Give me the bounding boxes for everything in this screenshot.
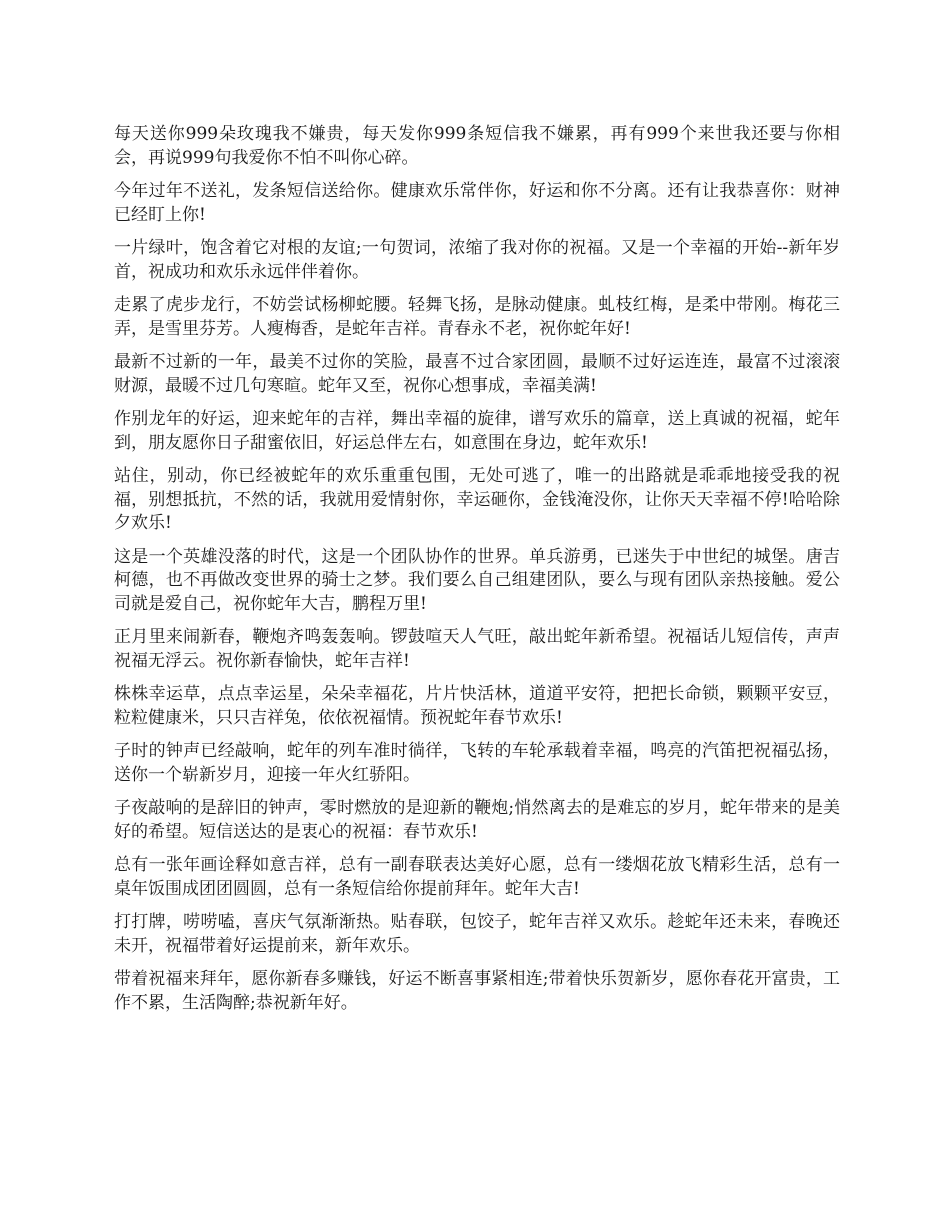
paragraph-2: 今年过年不送礼，发条短信送给你。健康欢乐常伴你，好运和你不分离。还有让我恭喜你：财神已经盯上你!: [114, 181, 840, 225]
paragraph-9: 正月里来闹新春，鞭炮齐鸣轰轰响。锣鼓喧天人气旺，敲出蛇年新希望。祝福话儿短信传，声声祝福无浮云。祝你新春愉快，蛇年吉祥!: [114, 627, 840, 671]
paragraph-1: 每天送你999朵玫瑰我不嫌贵，每天发你999条短信我不嫌累，再有999个来世我还要与你相会，再说999句我爱你不怕不叫你心碎。: [114, 124, 840, 168]
paragraph-15: 带着祝福来拜年，愿你新春多赚钱，好运不断喜事紧相连;带着快乐贺新岁，愿你春花开富贵，工作不累，生活陶醉;恭祝新年好。: [114, 969, 840, 1013]
paragraph-12: 子夜敲响的是辞旧的钟声，零时燃放的是迎新的鞭炮;悄然离去的是难忘的岁月，蛇年带来的是美好的希望。短信送达的是衷心的祝福：春节欢乐!: [114, 798, 840, 842]
paragraph-7: 站住，别动，你已经被蛇年的欢乐重重包围，无处可逃了，唯一的出路就是乖乖地接受我的祝福，别想抵抗，不然的话，我就用爱情射你，幸运砸你，金钱淹没你，让你天天幸福不停!哈哈除夕欢乐!: [114, 466, 840, 533]
paragraph-4: 走累了虎步龙行，不妨尝试杨柳蛇腰。轻舞飞扬，是脉动健康。虬枝红梅，是柔中带刚。梅花三弄，是雪里芬芳。人瘦梅香，是蛇年吉祥。青春永不老，祝你蛇年好!: [114, 295, 840, 339]
paragraph-3: 一片绿叶，饱含着它对根的友谊;一句贺词，浓缩了我对你的祝福。又是一个幸福的开始--新年岁首，祝成功和欢乐永远伴伴着你。: [114, 238, 840, 282]
paragraph-14: 打打牌，唠唠嗑，喜庆气氛渐渐热。贴春联，包饺子，蛇年吉祥又欢乐。趁蛇年还未来，春晚还未开，祝福带着好运提前来，新年欢乐。: [114, 912, 840, 956]
paragraph-11: 子时的钟声已经敲响，蛇年的列车准时徜徉，飞转的车轮承载着幸福，鸣亮的汽笛把祝福弘扬，送你一个崭新岁月，迎接一年火红骄阳。: [114, 741, 840, 785]
document-body: [114, 123, 840, 1025]
paragraph-5: 最新不过新的一年，最美不过你的笑脸，最喜不过合家团圆，最顺不过好运连连，最富不过滚滚财源，最暖不过几句寒暄。蛇年又至，祝你心想事成，幸福美满!: [114, 352, 840, 396]
paragraph-13: 总有一张年画诠释如意吉祥，总有一副春联表达美好心愿，总有一缕烟花放飞精彩生活，总有一桌年饭围成团团圆圆，总有一条短信给你提前拜年。蛇年大吉!: [114, 855, 840, 899]
paragraph-8: 这是一个英雄没落的时代，这是一个团队协作的世界。单兵游勇，已迷失于中世纪的城堡。唐吉柯德，也不再做改变世界的骑士之梦。我们要么自己组建团队，要么与现有团队亲热接触。爱公司就是爱自己，祝你蛇年大吉，鹏程万里!: [114, 546, 840, 614]
paragraph-10: 株株幸运草，点点幸运星，朵朵幸福花，片片快活林，道道平安符，把把长命锁，颗颗平安豆，粒粒健康米，只只吉祥兔，依依祝福情。预祝蛇年春节欢乐!: [114, 684, 840, 728]
paragraph-6: 作别龙年的好运，迎来蛇年的吉祥，舞出幸福的旋律，谱写欢乐的篇章，送上真诚的祝福，蛇年到，朋友愿你日子甜蜜依旧，好运总伴左右，如意围在身边，蛇年欢乐!: [114, 409, 840, 453]
